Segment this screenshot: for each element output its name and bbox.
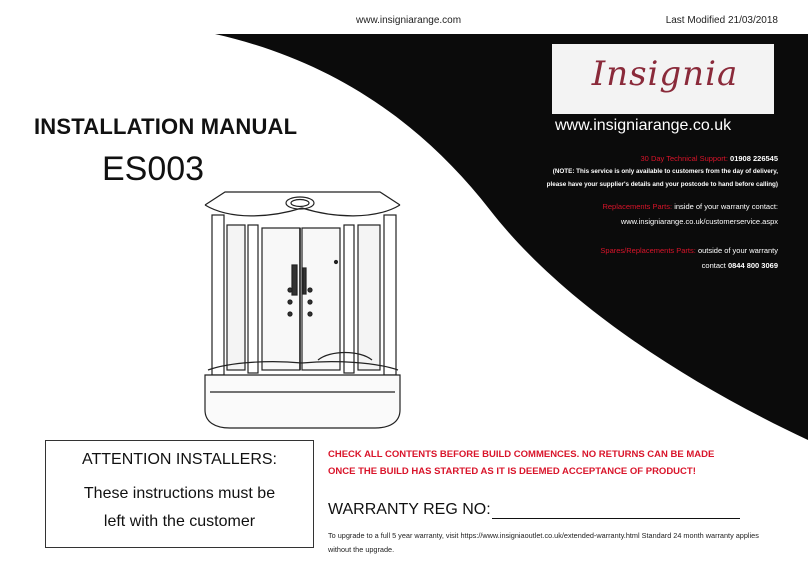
- header-last-modified: Last Modified 21/03/2018: [665, 15, 778, 26]
- attention-installers-box: [45, 440, 314, 548]
- replacement-parts-block: [602, 199, 778, 229]
- tech-support-block: [547, 152, 778, 191]
- tech-support-note-2: please have your supplier's details and your postcode to hand before calling): [546, 181, 778, 188]
- contents-warning: [328, 446, 714, 480]
- warranty-reg-line[interactable]: [492, 518, 740, 519]
- model-number: ES003: [102, 150, 205, 188]
- spares-label: Spares/Replacements Parts:: [600, 246, 696, 255]
- header-site-url: www.insigniarange.com: [356, 15, 462, 26]
- warranty-reg-label: WARRANTY REG NO:: [328, 501, 491, 518]
- spares-block: [600, 243, 778, 273]
- warning-line-2: ONCE THE BUILD HAS STARTED AS IT IS DEEMED ACCEPTANCE OF PRODUCT!: [328, 466, 696, 477]
- attention-heading: ATTENTION INSTALLERS:: [82, 451, 277, 468]
- attention-line-2: left with the customer: [103, 513, 256, 530]
- attention-line-1: These instructions must be: [83, 485, 276, 502]
- tech-support-phone: 01908 226545: [730, 154, 778, 163]
- tech-support-label: 30 Day Technical Support:: [640, 154, 728, 163]
- replacement-parts-text: inside of your warranty contact:: [674, 202, 778, 211]
- logo-wordmark: Insignia: [591, 54, 739, 94]
- spares-phone: 0844 800 3069: [727, 261, 778, 270]
- document-title: INSTALLATION MANUAL: [34, 114, 298, 139]
- warning-line-1: CHECK ALL CONTENTS BEFORE BUILD COMMENCES. NO RETURNS CAN BE MADE: [328, 449, 715, 460]
- replacement-parts-label: Replacements Parts:: [602, 202, 673, 211]
- shower-cabin-illustration: [205, 192, 400, 428]
- spares-contact-label: contact: [701, 261, 726, 270]
- tech-support-note-1: (NOTE: This service is only available to customers from the day of delivery,: [552, 168, 778, 175]
- spares-text: outside of your warranty: [697, 246, 778, 255]
- insignia-logo: [558, 50, 772, 110]
- brand-website: www.insigniarange.co.uk: [555, 117, 732, 134]
- warranty-upgrade-text: To upgrade to a full 5 year warranty, visit https://www.insigniaoutlet.co.uk/extended-warranty.html Standard 24 month warranty applies without the upgrade.: [328, 531, 759, 554]
- replacement-parts-url: www.insigniarange.co.uk/customerservice.aspx: [620, 217, 778, 226]
